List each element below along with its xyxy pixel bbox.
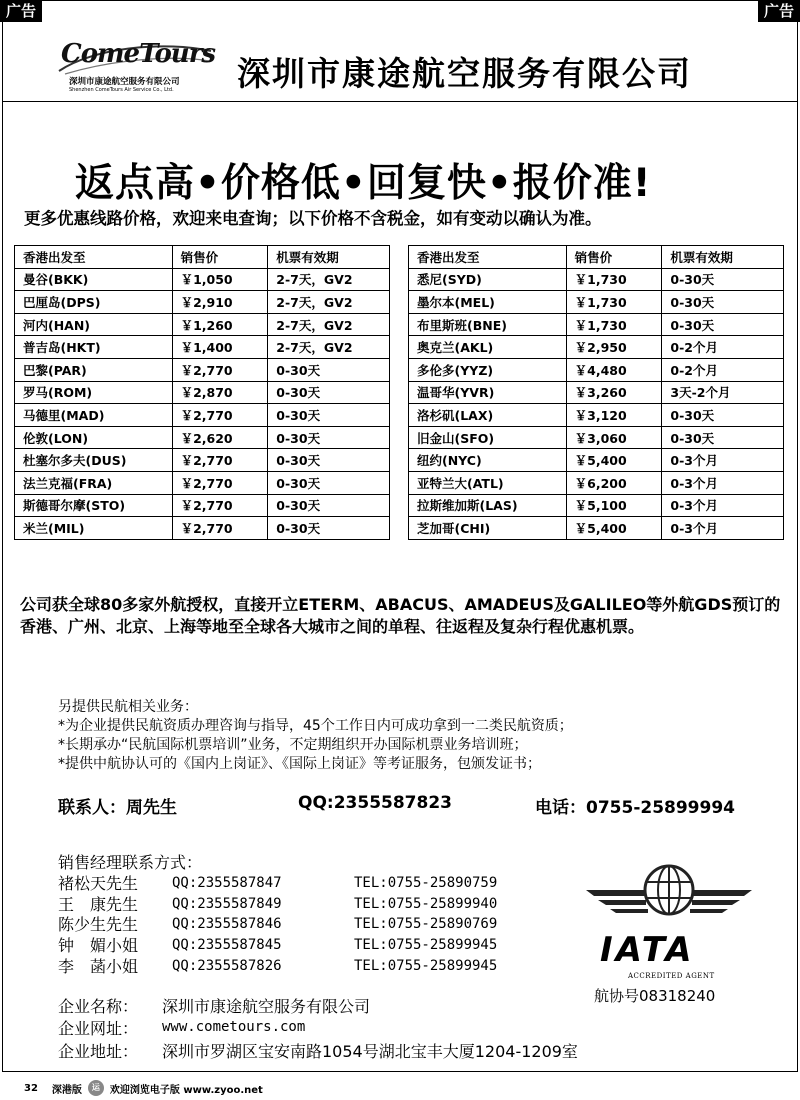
company-name-value: 深圳市康途航空服务有限公司: [162, 997, 371, 1016]
price-cell: ￥1,050: [172, 268, 268, 291]
table-row: [15, 404, 390, 427]
destination-cell: 法兰克福(FRA): [15, 471, 173, 494]
price-cell: ￥2,770: [172, 494, 268, 517]
destination-cell: 纽约(NYC): [409, 449, 567, 472]
manager-name: 王 康先生: [58, 894, 139, 914]
table-row: [15, 381, 390, 404]
column-header-validity: 机票有效期: [268, 246, 390, 269]
destination-cell: 亚特兰大(ATL): [409, 471, 567, 494]
destination-cell: 多伦多(YYZ): [409, 358, 567, 381]
destination-cell: 米兰(MIL): [15, 517, 173, 540]
manager-tel[interactable]: TEL:0755-25890759: [354, 874, 498, 891]
destination-cell: 曼谷(BKK): [15, 268, 173, 291]
manager-name: 钟 媚小姐: [58, 936, 139, 956]
slogan: 返点高•价格低•回复快•报价准!: [75, 161, 652, 206]
table-row: [409, 517, 784, 540]
table-row: [409, 404, 784, 427]
authorization-text: 公司获全球80多家外航授权，直接开立ETERM、ABACUS、AMADEUS及GALILEO等外航GDS预订的香港、广州、北京、上海等地至全球各大城市之间的单程、往返程及复杂行程优惠机票。: [20, 595, 781, 636]
price-cell: ￥2,770: [172, 471, 268, 494]
company-address-label: 企业地址：: [58, 1041, 139, 1061]
company-info: [58, 996, 578, 1063]
validity-cell: 0-30天: [268, 517, 390, 540]
price-cell: ￥1,730: [566, 291, 662, 314]
table-row: [409, 291, 784, 314]
table-row: [15, 449, 390, 472]
price-rows-left: [15, 268, 390, 539]
ad-tag-right: 广告: [758, 0, 800, 22]
company-title: 深圳市康途航空服务有限公司: [237, 54, 692, 93]
validity-cell: 0-30天: [268, 471, 390, 494]
service-item: *为企业提供民航资质办理咨询与指导，45个工作日内可成功拿到一二类民航资质；: [58, 717, 573, 734]
manager-row: [58, 936, 497, 957]
validity-cell: 2-7天，GV2: [268, 291, 390, 314]
price-cell: ￥2,770: [172, 404, 268, 427]
manager-row: [58, 915, 497, 936]
price-cell: ￥5,400: [566, 517, 662, 540]
footer-badge-icon: 运: [88, 1080, 104, 1096]
table-header-row: [15, 246, 390, 269]
manager-name: 陈少生先生: [58, 915, 139, 935]
validity-cell: 0-30天: [268, 494, 390, 517]
validity-cell: 2-7天，GV2: [268, 268, 390, 291]
destination-cell: 旧金山(SFO): [409, 426, 567, 449]
price-cell: ￥3,120: [566, 404, 662, 427]
company-address-row: [58, 1041, 578, 1063]
column-header-price: 销售价: [172, 246, 268, 269]
destination-cell: 墨尔本(MEL): [409, 291, 567, 314]
price-cell: ￥1,260: [172, 313, 268, 336]
destination-cell: 伦敦(LON): [15, 426, 173, 449]
destination-cell: 布里斯班(BNE): [409, 313, 567, 336]
manager-qq[interactable]: QQ:2355587845: [172, 937, 282, 954]
price-table-left: [14, 245, 390, 540]
iata-number: 航协号08318240: [594, 987, 716, 1005]
services-title: 另提供民航相关业务：: [58, 699, 198, 715]
contact-phone[interactable]: 电话：0755-25899994: [535, 798, 735, 818]
price-cell: ￥3,060: [566, 426, 662, 449]
table-row: [15, 336, 390, 359]
destination-cell: 普吉岛(HKT): [15, 336, 173, 359]
validity-cell: 2-7天，GV2: [268, 336, 390, 359]
manager-qq[interactable]: QQ:2355587847: [172, 874, 282, 891]
validity-cell: 0-30天: [662, 313, 784, 336]
iata-wordmark: IATA: [600, 930, 695, 970]
table-row: [15, 268, 390, 291]
page-footer: [24, 1080, 263, 1096]
destination-cell: 杜塞尔多夫(DUS): [15, 449, 173, 472]
price-cell: ￥2,770: [172, 517, 268, 540]
price-cell: ￥3,260: [566, 381, 662, 404]
price-cell: ￥2,620: [172, 426, 268, 449]
validity-cell: 0-30天: [268, 426, 390, 449]
price-cell: ￥1,400: [172, 336, 268, 359]
managers-list: [58, 874, 497, 978]
subslogan: 更多优惠线路价格，欢迎来电查询；以下价格不含税金，如有变动以确认为准。: [24, 209, 602, 228]
column-header-price: 销售价: [566, 246, 662, 269]
table-row: [409, 494, 784, 517]
validity-cell: 0-30天: [662, 404, 784, 427]
price-cell: ￥1,730: [566, 313, 662, 336]
company-web-row: [58, 1018, 578, 1040]
validity-cell: 0-3个月: [662, 494, 784, 517]
edition-label: 深港版: [51, 1084, 82, 1096]
page-number: 32: [24, 1082, 38, 1094]
table-row: [15, 426, 390, 449]
validity-cell: 0-3个月: [662, 517, 784, 540]
column-header-validity: 机票有效期: [662, 246, 784, 269]
table-row: [409, 471, 784, 494]
price-rows-right: [409, 268, 784, 539]
contact-person: 联系人：周先生: [58, 798, 177, 818]
iata-logo: [584, 860, 754, 988]
table-row: [409, 449, 784, 472]
destination-cell: 河内(HAN): [15, 313, 173, 336]
services-section: [58, 698, 573, 774]
managers-section: [58, 853, 497, 978]
validity-cell: 0-3个月: [662, 449, 784, 472]
table-row: [409, 268, 784, 291]
table-row: [15, 471, 390, 494]
destination-cell: 芝加哥(CHI): [409, 517, 567, 540]
table-header-row: [409, 246, 784, 269]
table-row: [15, 494, 390, 517]
table-row: [409, 313, 784, 336]
company-logo: [55, 37, 225, 97]
price-cell: ￥2,950: [566, 336, 662, 359]
logo-wordmark: ComeTours: [61, 39, 216, 69]
price-table-right: [408, 245, 784, 540]
validity-cell: 0-3个月: [662, 471, 784, 494]
destination-cell: 洛杉矶(LAX): [409, 404, 567, 427]
manager-qq[interactable]: QQ:2355587826: [172, 957, 282, 974]
table-row: [409, 381, 784, 404]
validity-cell: 0-30天: [268, 381, 390, 404]
contact-qq[interactable]: QQ:2355587823: [298, 793, 452, 813]
manager-tel[interactable]: TEL:0755-25899940: [354, 895, 498, 912]
manager-name: 李 菡小姐: [58, 956, 139, 976]
column-header-destination: 香港出发至: [409, 246, 567, 269]
manager-row: [58, 874, 497, 895]
validity-cell: 0-30天: [662, 291, 784, 314]
manager-tel[interactable]: TEL:0755-25890769: [354, 916, 498, 933]
table-row: [15, 291, 390, 314]
price-cell: ￥6,200: [566, 471, 662, 494]
validity-cell: 0-2个月: [662, 336, 784, 359]
footer-text[interactable]: 欢迎浏览电子版 www.zyoo.net: [109, 1084, 263, 1096]
validity-cell: 0-30天: [662, 426, 784, 449]
company-name-row: [58, 996, 578, 1018]
company-address-value: 深圳市罗湖区宝安南路1054号湖北宝丰大厦1204-1209室: [162, 1041, 578, 1061]
table-row: [15, 358, 390, 381]
destination-cell: 罗马(ROM): [15, 381, 173, 404]
validity-cell: 3天-2个月: [662, 381, 784, 404]
price-cell: ￥2,910: [172, 291, 268, 314]
company-web-link[interactable]: www.cometours.com: [162, 1019, 306, 1036]
table-row: [409, 336, 784, 359]
destination-cell: 巴厘岛(DPS): [15, 291, 173, 314]
manager-tel[interactable]: TEL:0755-25899945: [354, 937, 498, 954]
column-header-destination: 香港出发至: [15, 246, 173, 269]
ad-tag-left: 广告: [0, 0, 42, 22]
table-row: [15, 313, 390, 336]
manager-row: [58, 895, 497, 916]
table-row: [409, 358, 784, 381]
logo-subtitle-en: Shenzhen ComeTours Air Service Co., Ltd.: [69, 87, 174, 93]
destination-cell: 悉尼(SYD): [409, 268, 567, 291]
destination-cell: 温哥华(YVR): [409, 381, 567, 404]
destination-cell: 斯德哥尔摩(STO): [15, 494, 173, 517]
iata-globe-wings-icon: [584, 860, 754, 932]
price-cell: ￥2,770: [172, 449, 268, 472]
price-cell: ￥4,480: [566, 358, 662, 381]
validity-cell: 2-7天，GV2: [268, 313, 390, 336]
table-row: [15, 517, 390, 540]
destination-cell: 奥克兰(AKL): [409, 336, 567, 359]
price-cell: ￥5,100: [566, 494, 662, 517]
price-cell: ￥2,770: [172, 358, 268, 381]
manager-name: 褚松天先生: [58, 873, 139, 893]
iata-accredited-label: ACCREDITED AGENT: [628, 972, 715, 980]
price-cell: ￥5,400: [566, 449, 662, 472]
destination-cell: 马德里(MAD): [15, 404, 173, 427]
service-item: *提供中航协认可的《国内上岗证》、《国际上岗证》等考证服务，包颁发证书；: [58, 755, 541, 772]
validity-cell: 0-30天: [662, 268, 784, 291]
price-cell: ￥2,870: [172, 381, 268, 404]
destination-cell: 拉斯维加斯(LAS): [409, 494, 567, 517]
price-cell: ￥1,730: [566, 268, 662, 291]
manager-qq[interactable]: QQ:2355587846: [172, 916, 282, 933]
destination-cell: 巴黎(PAR): [15, 358, 173, 381]
company-web-label: 企业网址：: [58, 1019, 139, 1039]
manager-qq[interactable]: QQ:2355587849: [172, 895, 282, 912]
logo-subtitle-cn: 深圳市康途航空服务有限公司: [69, 77, 180, 87]
service-item: *长期承办“民航国际机票培训”业务，不定期组织开办国际机票业务培训班；: [58, 736, 528, 753]
validity-cell: 0-30天: [268, 449, 390, 472]
table-row: [409, 426, 784, 449]
company-name-label: 企业名称：: [58, 997, 139, 1016]
managers-title: 销售经理联系方式：: [58, 853, 203, 872]
validity-cell: 0-30天: [268, 404, 390, 427]
validity-cell: 0-2个月: [662, 358, 784, 381]
validity-cell: 0-30天: [268, 358, 390, 381]
header: [3, 22, 797, 102]
manager-row: [58, 957, 497, 978]
manager-tel[interactable]: TEL:0755-25899945: [354, 957, 498, 974]
